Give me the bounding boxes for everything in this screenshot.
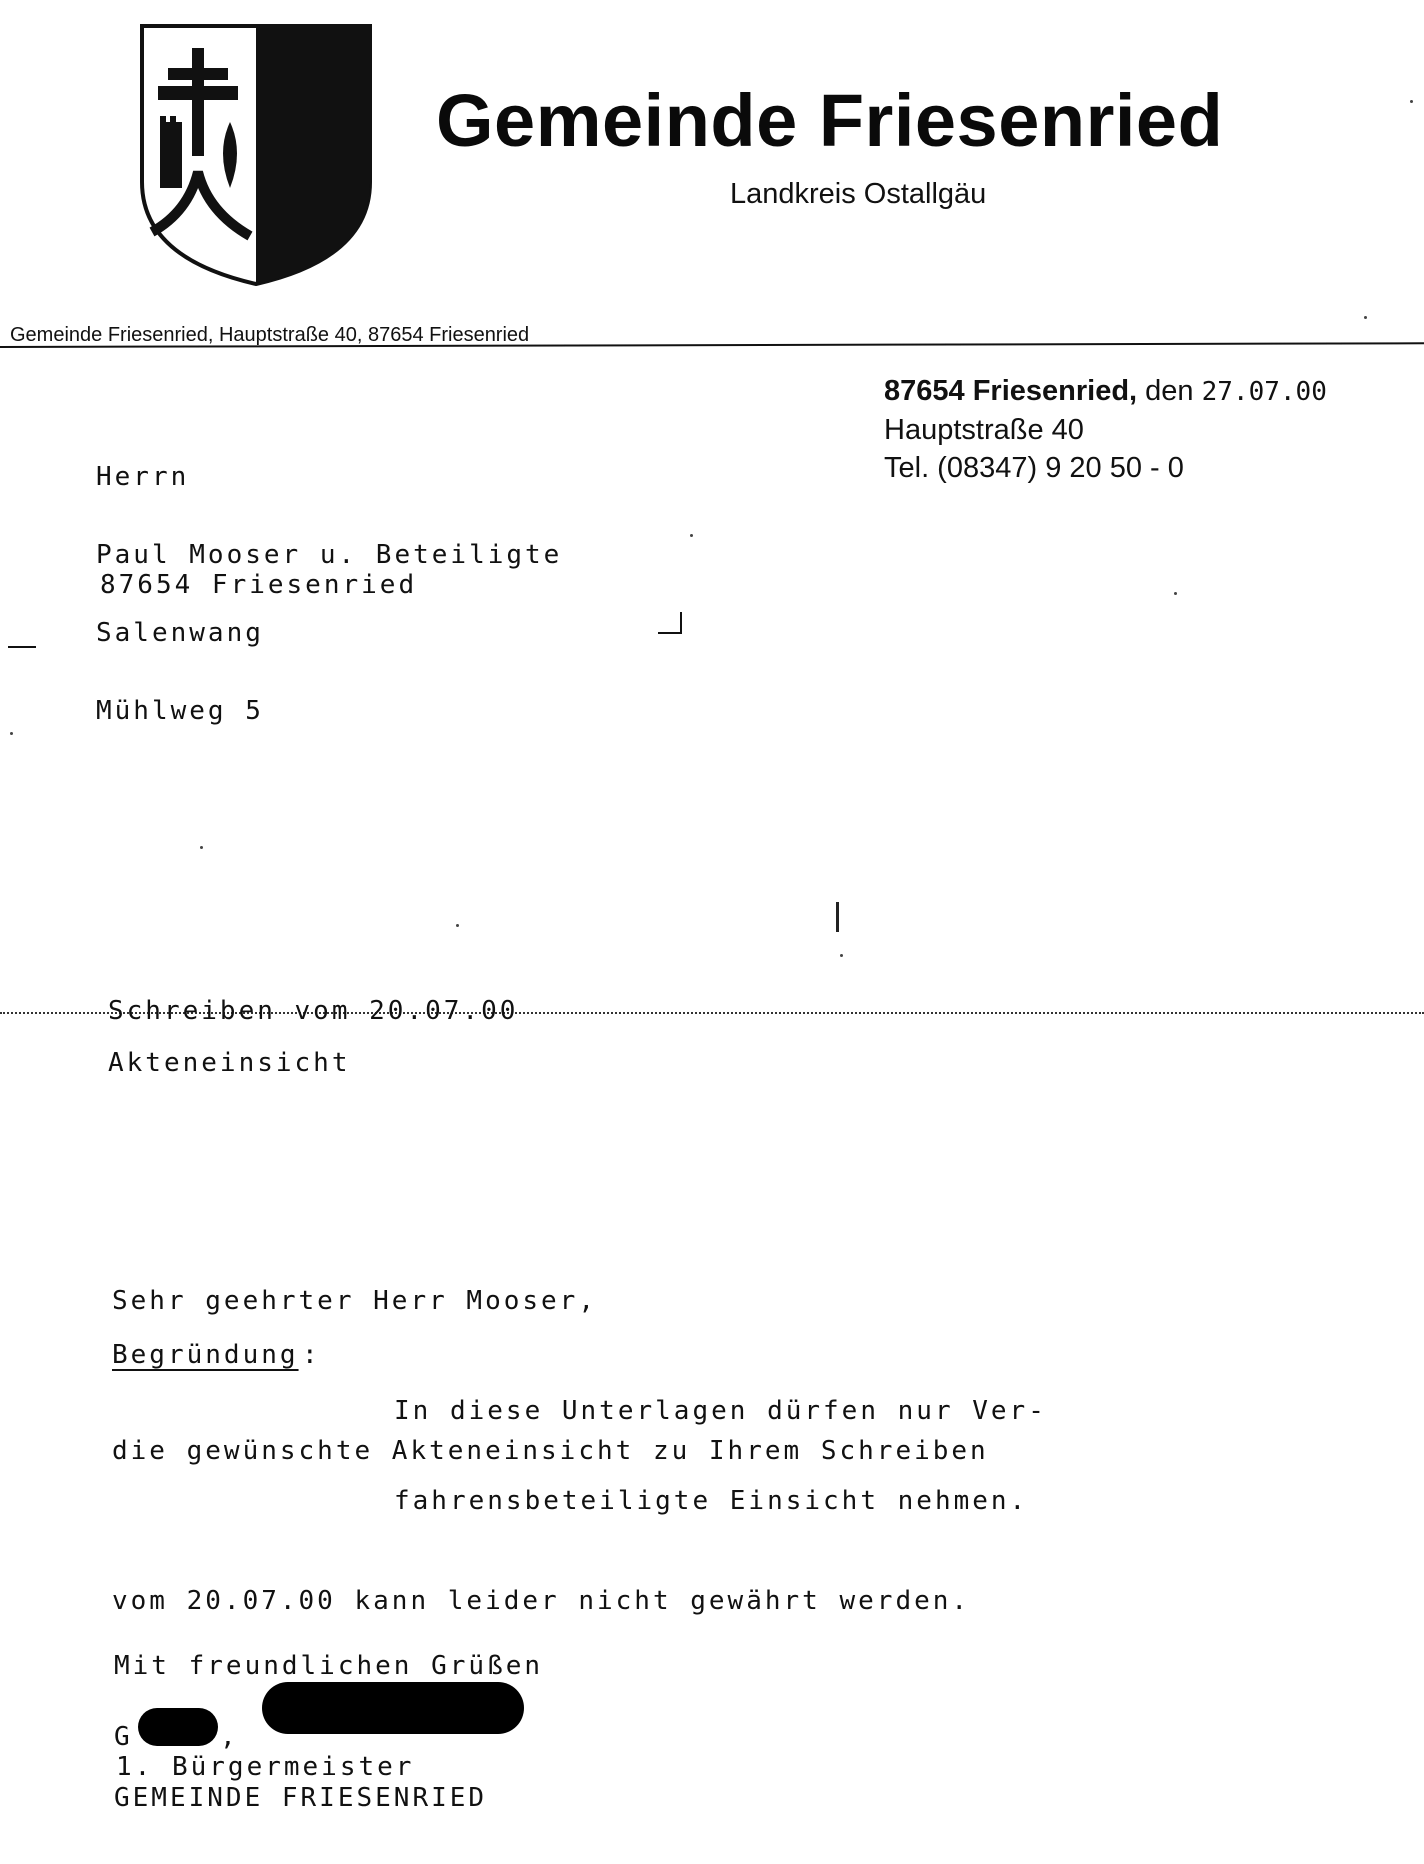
recipient-street: Mühlweg 5 — [96, 696, 264, 726]
sender-place-date — [884, 372, 1327, 411]
scan-speck — [1174, 592, 1177, 595]
scan-speck — [10, 732, 13, 735]
scan-speck — [1364, 316, 1367, 319]
body-line: vom 20.07.00 kann leider nicht gewährt werden. — [112, 1586, 971, 1616]
redaction-block — [262, 1682, 524, 1734]
letter-date: 27.07.00 — [1201, 377, 1327, 407]
closing-organization: GEMEINDE FRIESENRIED — [114, 1783, 488, 1813]
scan-mark — [836, 902, 839, 932]
organization-district: Landkreis Ostallgäu — [730, 178, 987, 210]
recipient-name: Paul Mooser u. Beteiligte — [96, 540, 563, 570]
closing-greeting: Mit freundlichen Grüßen — [114, 1651, 544, 1681]
date-prefix: den — [1145, 375, 1194, 407]
reason-line: In diese Unterlagen dürfen nur Ver- — [394, 1396, 1047, 1426]
window-corner-mark — [658, 632, 680, 634]
signer-title: 1. Bürgermeister — [116, 1752, 415, 1782]
organization-name: Gemeinde Friesenried — [436, 79, 1224, 162]
scan-speck — [1410, 100, 1413, 103]
sender-info — [884, 372, 1327, 487]
window-corner-mark-vertical — [680, 612, 682, 634]
sender-phone: Tel. (08347) 9 20 50 - 0 — [884, 452, 1184, 484]
fold-mark — [8, 646, 36, 648]
return-address: Gemeinde Friesenried, Hauptstraße 40, 87654 Friesenried — [10, 324, 530, 346]
body-line: die gewünschte Akteneinsicht zu Ihrem Schreiben — [112, 1436, 989, 1466]
signer-initial: G — [114, 1722, 133, 1752]
reason-colon: : — [302, 1340, 321, 1370]
recipient-salutation: Herrn — [96, 462, 190, 492]
redaction-block — [138, 1708, 218, 1746]
reason-text — [394, 1336, 1047, 1546]
reference-line: Schreiben vom 20.07.00 — [108, 996, 519, 1026]
recipient-locality: Salenwang — [96, 618, 264, 648]
sender-street: Hauptstraße 40 — [884, 414, 1084, 446]
subject-line: Akteneinsicht — [108, 1048, 351, 1078]
scan-speck — [200, 846, 203, 849]
reason-label: Begründung — [112, 1340, 299, 1370]
recipient-zip-city: 87654 Friesenried — [100, 570, 418, 600]
reason-line: fahrensbeteiligte Einsicht nehmen. — [394, 1486, 1029, 1516]
sender-place: 87654 Friesenried, — [884, 375, 1138, 407]
scan-speck — [456, 924, 459, 927]
coat-of-arms-logo — [138, 22, 374, 288]
signer-comma: , — [220, 1722, 236, 1752]
scan-speck — [840, 954, 843, 957]
scan-speck — [690, 534, 693, 537]
body-salutation: Sehr geehrter Herr Mooser, — [112, 1286, 597, 1316]
